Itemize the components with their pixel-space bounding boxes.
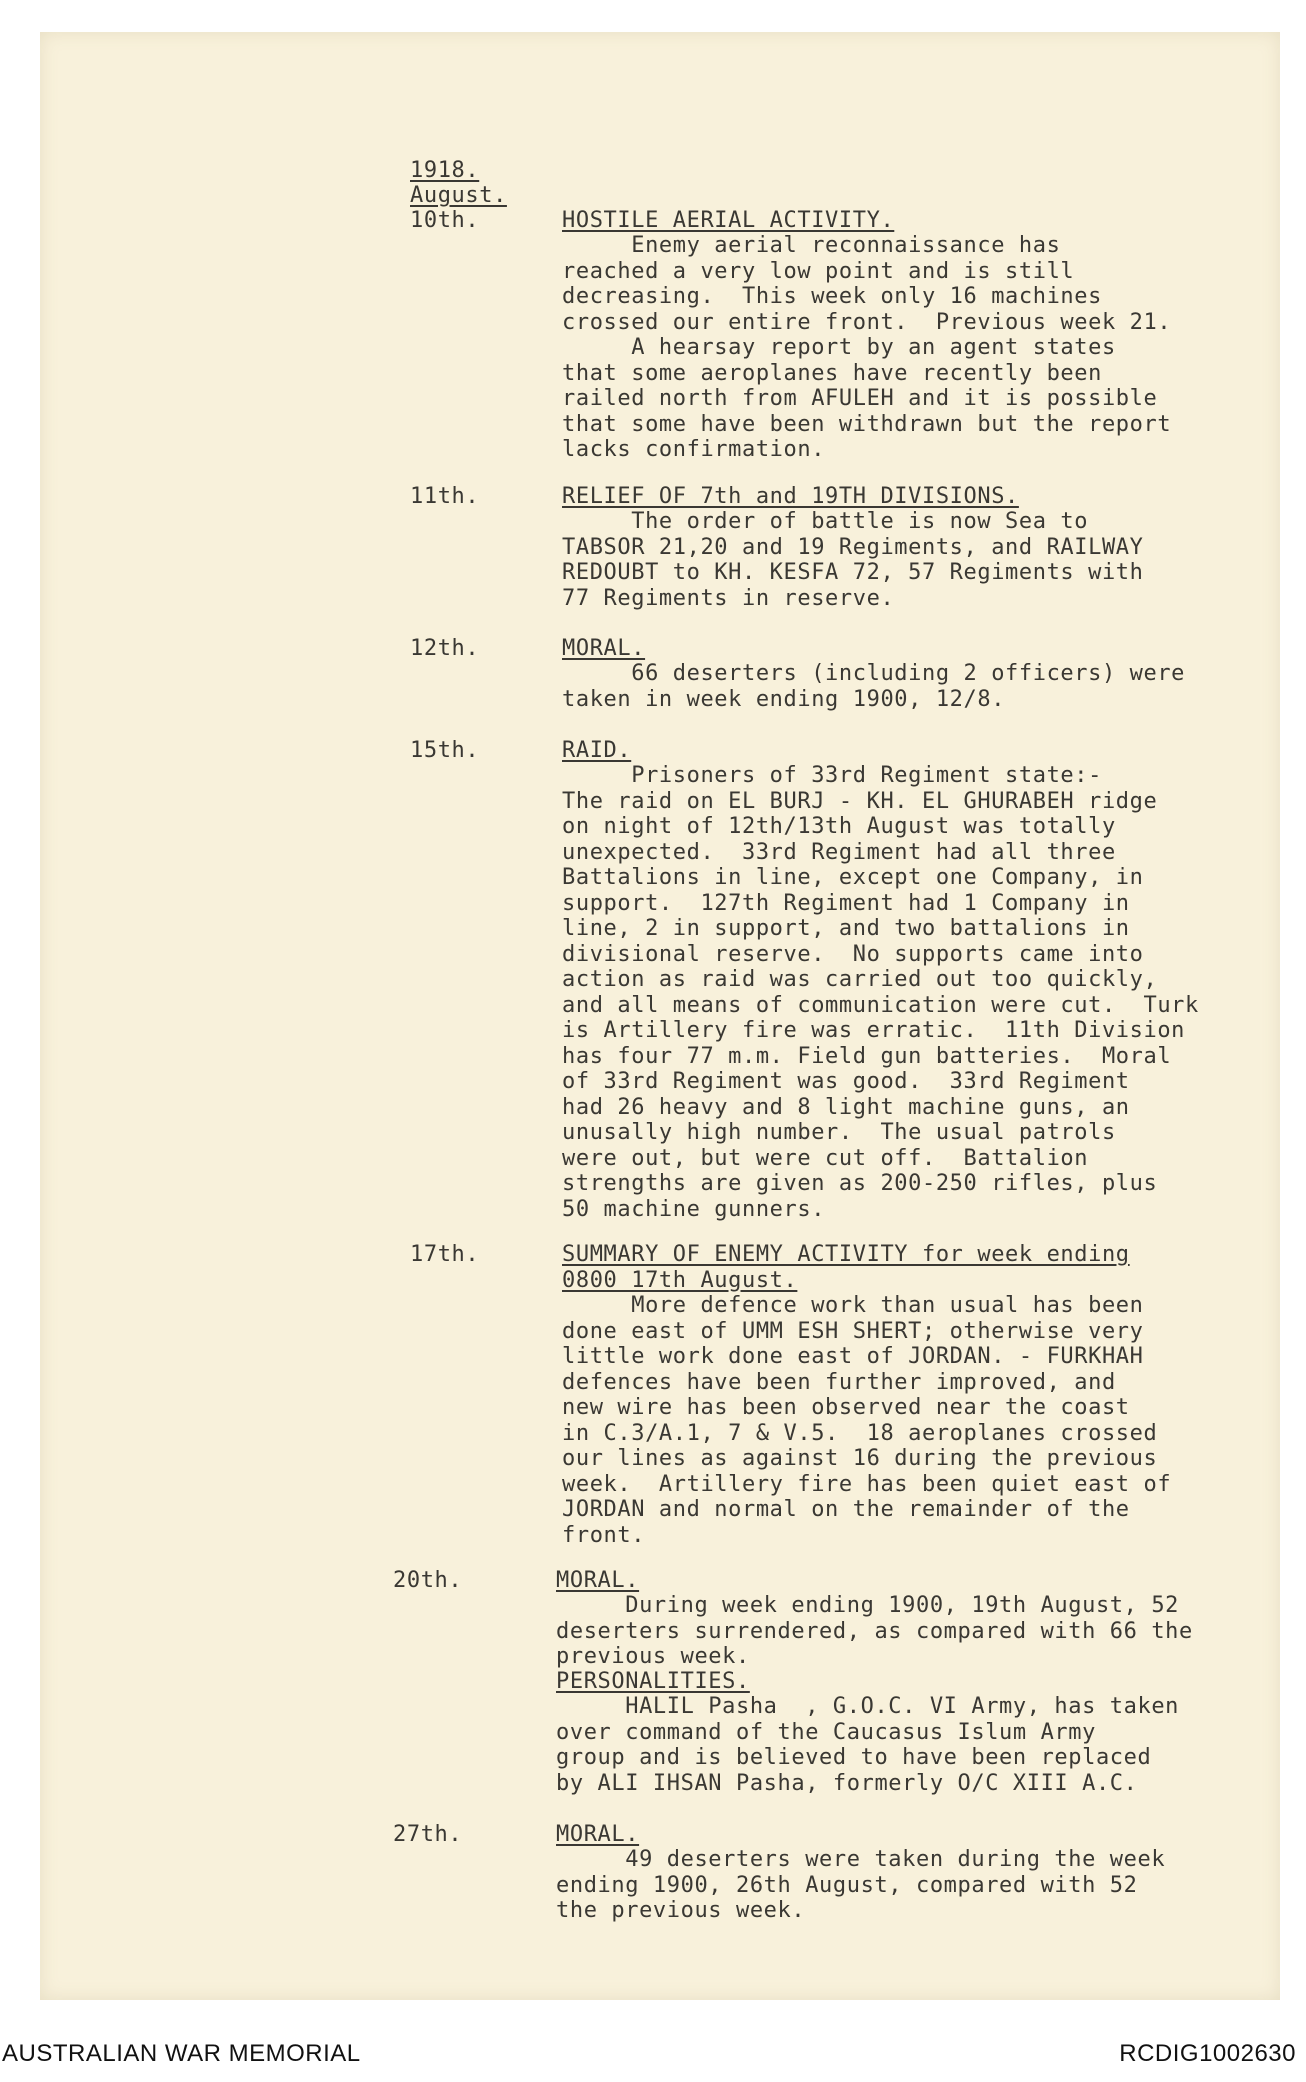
entry-heading: SUMMARY OF ENEMY ACTIVITY for week ending 0800 17th August. bbox=[562, 1242, 1130, 1293]
entry-paragraph: Enemy aerial reconnaissance has reached a very low point and is still decreasing. This week only 16 machines crossed our entire front. Previous week 21. A hearsay report by an agent states that some aeroplanes have recently been railed north from AFULEH and it is possible that some have been withdrawn but the report lacks confirmation. bbox=[562, 233, 1172, 462]
footer-institution: AUSTRALIAN WAR MEMORIAL bbox=[2, 2040, 361, 2067]
entry-heading: MORAL. bbox=[562, 636, 646, 661]
entry-date: 20th. bbox=[393, 1568, 463, 1593]
entry-date: 15th. bbox=[410, 738, 480, 763]
entry-subheading: PERSONALITIES. bbox=[556, 1669, 750, 1694]
month-label: August. bbox=[410, 183, 507, 208]
entry-paragraph: The order of battle is now Sea to TABSOR 21,20 and 19 Regiments, and RAILWAY REDOUBT to KH. KESFA 72, 57 Regiments with 77 Regiments in reserve. bbox=[562, 509, 1144, 611]
entry-paragraph: Prisoners of 33rd Regiment state:- The raid on EL BURJ - KH. EL GHURABEH ridge on night of 12th/13th August was totally unexpected. 33rd Regiment had all three Battalions in line, except one Company, in support. 127th Regiment had 1 Company in line, 2 in support, and two battalions in divisional reserve. No supports came into action as raid was carried out too quickly, and all means of communication were cut. Turk is Artillery fire was erratic. 11th Division has four 77 m.m. Field gun batteries. Moral of 33rd Regiment was good. 33rd Regiment had 26 heavy and 8 light machine guns, an unusally high number. The usual patrols were out, but were cut off. Battalion strengths are given as 200-250 rifles, plus 50 machine gunners. bbox=[562, 763, 1199, 1222]
entry-heading: MORAL. bbox=[556, 1822, 640, 1847]
entry-heading: MORAL. bbox=[556, 1568, 640, 1593]
entry-date: 11th. bbox=[410, 484, 480, 509]
entry-heading: RAID. bbox=[562, 738, 632, 763]
entry-paragraph: More defence work than usual has been done east of UMM ESH SHERT; otherwise very little work done east of JORDAN. - FURKHAH defences have been further improved, and new wire has been observed near the coast in C.3/A.1, 7 & V.5. 18 aeroplanes crossed our lines as against 16 during the previous week. Artillery fire has been quiet east of JORDAN and normal on the remainder of the front. bbox=[562, 1293, 1172, 1548]
entry-paragraph: During week ending 1900, 19th August, 52 deserters surrendered, as compared with 66 the previous week. bbox=[556, 1593, 1193, 1669]
entry-date: 17th. bbox=[410, 1242, 480, 1267]
entry-date: 12th. bbox=[410, 636, 480, 661]
entry-paragraph: 66 deserters (including 2 officers) were taken in week ending 1900, 12/8. bbox=[562, 661, 1186, 712]
entry-paragraph: 49 deserters were taken during the week ending 1900, 26th August, compared with 52 the previous week. bbox=[556, 1847, 1166, 1923]
year-label: 1918. bbox=[410, 158, 480, 183]
entry-date: 27th. bbox=[393, 1822, 463, 1847]
entry-paragraph: HALIL Pasha , G.O.C. VI Army, has taken over command of the Caucasus Islum Army group and is believed to have been replaced by ALI IHSAN Pasha, formerly O/C XIII A.C. bbox=[556, 1694, 1180, 1796]
entry-date: 10th. bbox=[410, 208, 480, 233]
entry-heading: HOSTILE AERIAL ACTIVITY. bbox=[562, 208, 895, 233]
entry-heading: RELIEF OF 7th and 19TH DIVISIONS. bbox=[562, 484, 1019, 509]
footer-record-id: RCDIG1002630 bbox=[1119, 2040, 1296, 2067]
